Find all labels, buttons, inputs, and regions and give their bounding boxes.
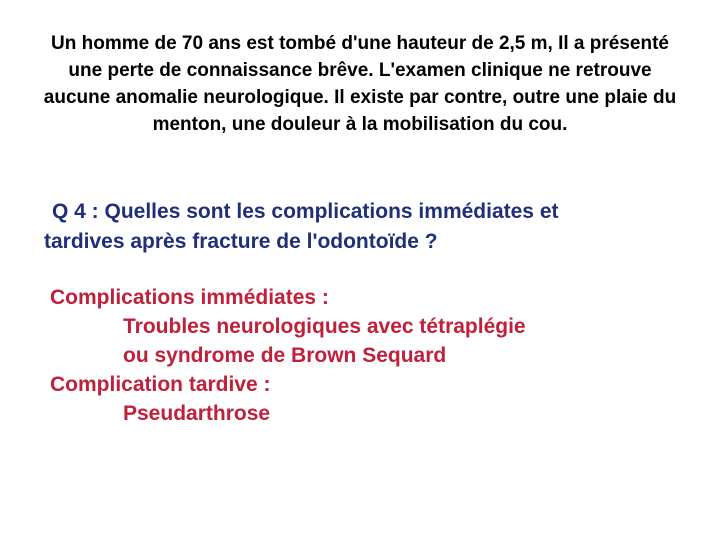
late-complication-item: Pseudarthrose [123,402,271,425]
answer [50,283,690,428]
immediate-complication-item: ou syndrome de Brown Sequard [123,344,447,367]
case-description [20,30,700,138]
case-line-2: une perte de connaissance brêve. L'examen clinique ne retrouve [68,60,652,81]
case-line-3: aucune anomalie neurologique. Il existe par contre, outre une plaie du [43,87,677,108]
question [44,197,704,257]
case-line-1: Un homme de 70 ans est tombé d'une hauteur de 2,5 m, Il a présenté [51,33,669,54]
late-complication-heading: Complication tardive : [50,373,271,396]
question-line-1: Q 4 : Quelles sont les complications immédiates et [52,200,559,223]
question-line-2: tardives après fracture de l'odontoïde ? [44,230,438,253]
immediate-complications-heading: Complications immédiates : [50,286,329,309]
case-line-4: menton, une douleur à la mobilisation du cou. [152,114,568,135]
immediate-complication-item: Troubles neurologiques avec tétraplégie [123,315,526,338]
